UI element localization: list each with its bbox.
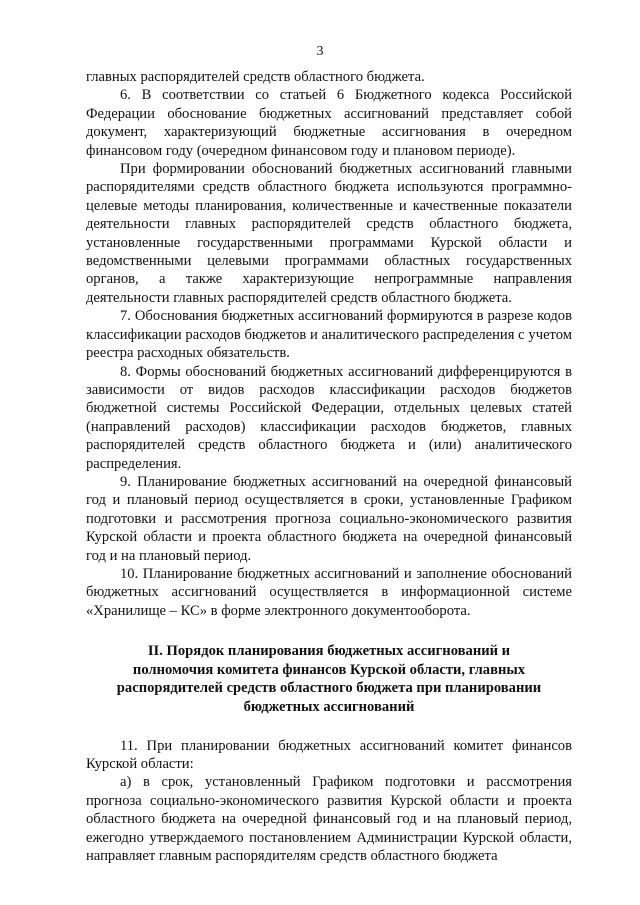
page-number: 3 [316,44,324,59]
paragraph-6: 6. В соответствии со статьей 6 Бюджетного кодекса Российской Федерации обоснование бюджетных ассигнований представляет собой документ, характеризующий бюджетные ассигнования в очередном финансовом году (очередном финансовом году и плановом периоде). [86,87,572,159]
paragraph-8: 8. Формы обоснований бюджетных ассигнований дифференцируются в зависимости от видов расходов классификации расходов бюджетов бюджетной системы Российской Федерации, отдельных целевых статей (направлений расходов) классификации расходов бюджетов, главных распорядителей средств областного бюджета и (или) аналитического распределения. [86,363,572,472]
paragraph-6-continued: При формировании обоснований бюджетных ассигнований главными распорядителями средств областного бюджета используются программно-целевые методы планирования, количественные и качественные показатели деятельности главных распорядителей средств областного бюджета, установленные государственными программами Курской области и ведомственными целевыми программами областных государственных органов, а также характеризующие непрограммные направления деятельности главных распорядителей средств областного бюджета. [86,161,572,306]
paragraph-10: 10. Планирование бюджетных ассигнований и заполнение обоснований бюджетных ассигнований осуществляется в информационной системе «Хранилище – КС» в форме электронного документооборота. [86,565,572,619]
paragraph-11a: а) в срок, установленный Графиком подготовки и рассмотрения прогноза социально-экономического развития Курской области и проекта областного бюджета на очередной финансовый год и на плановый период, ежегодно утверждаемого постановлением Администрации Курской области, направляет главным распорядителям средств областного бюджета [86,774,572,864]
paragraph-7: 7. Обоснования бюджетных ассигнований формируются в разрезе кодов классификации расходов бюджетов и аналитического распределения с учетом реестра расходных обязательств. [86,308,572,362]
paragraph-11: 11. При планировании бюджетных ассигнований комитет финансов Курской области: [86,737,572,772]
paragraph-continuation: главных распорядителей средств областного бюджета. [86,69,425,85]
document-body [86,68,572,865]
section-heading: II. Порядок планирования бюджетных ассигнований и полномочия комитета финансов Курской области, главных распорядителей средств областного бюджета при планировании бюджетных ассигнований [116,643,542,715]
paragraph-9: 9. Планирование бюджетных ассигнований на очередной финансовый год и плановый период осуществляется в сроки, установленные Графиком подготовки и рассмотрения прогноза социально-экономического развития Курской области и проекта областного бюджета на очередной финансовый год и на плановый период. [86,473,572,564]
